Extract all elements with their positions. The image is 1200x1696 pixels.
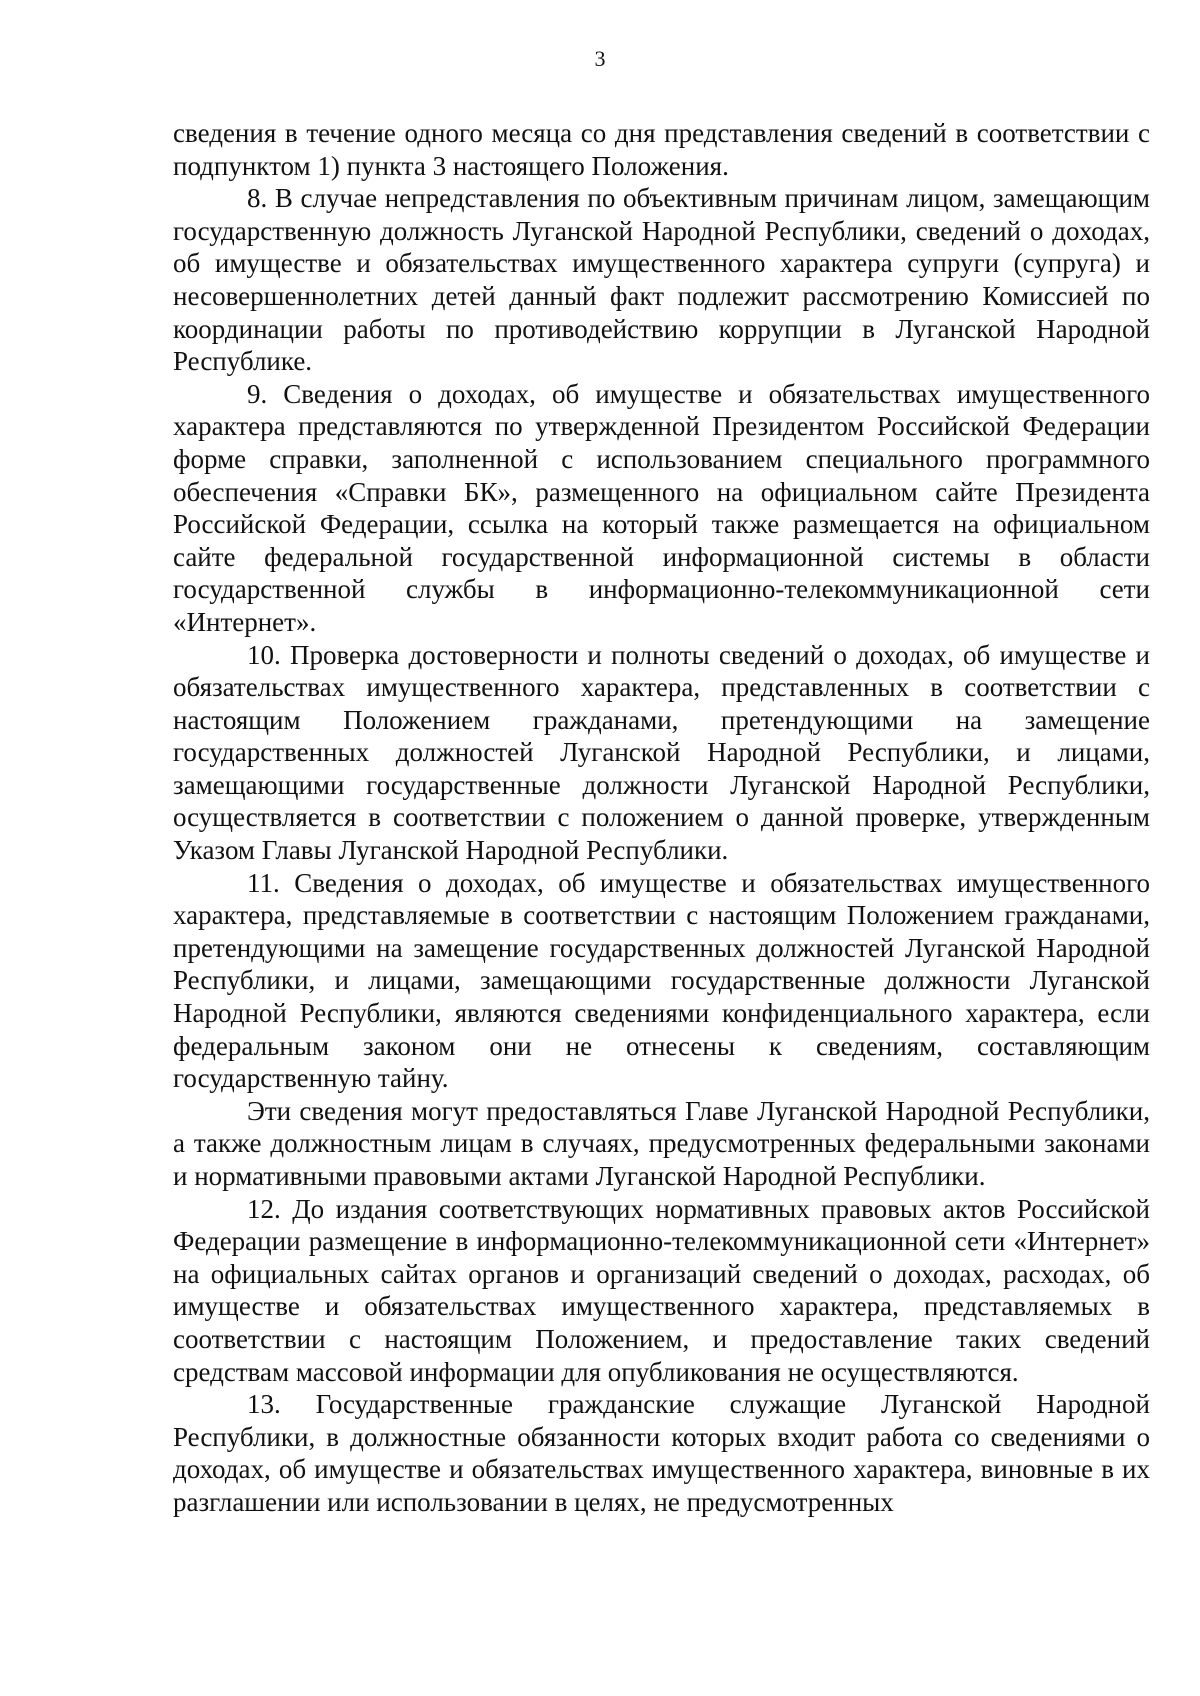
paragraph-item-11-continued: Эти сведения могут предоставляться Главе Луганской Народной Республики, а также должностным лицам в случаях, предусмотренных федеральными законами и нормативными правовыми актами Луганской Народной Республики.	[173, 1095, 1150, 1191]
page-number: 3	[594, 46, 606, 71]
paragraph-item-11: 11. Сведения о доходах, об имуществе и обязательствах имущественного характера, представляемые в соответствии с настоящим Положением гражданами, претендующими на замещение государственных должностей Луганской Народной Республики, и лицами, замещающими государственные должности Луганской Народной Республики, являются сведениями конфиденциального характера, если федеральным законом они не отнесены к сведениям, составляющим государственную тайну.	[173, 867, 1150, 1094]
paragraph-item-10: 10. Проверка достоверности и полноты сведений о доходах, об имуществе и обязательствах имущественного характера, представленных в соответствии с настоящим Положением гражданами, претендующими на замещение государственных должностей Луганской Народной Республики, и лицами, замещающими государственные должности Луганской Народной Республики, осуществляется в соответствии с положением о данной проверке, утвержденным Указом Главы Луганской Народной Республики.	[173, 639, 1150, 866]
paragraph-item-12: 12. До издания соответствующих нормативных правовых актов Российской Федерации размещение в информационно-телекоммуникационной сети «Интернет» на официальных сайтах органов и организаций сведений о доходах, расходах, об имуществе и обязательствах имущественного характера, представляемых в соответствии с настоящим Положением, и предоставление таких сведений средствам массовой информации для опубликования не осуществляются.	[173, 1193, 1150, 1387]
paragraph-item-13: 13. Государственные гражданские служащие Луганской Народной Республики, в должностные обязанности которых входит работа со сведениями о доходах, об имуществе и обязательствах имущественного характера, виновные в их разглашении или использовании в целях, не предусмотренных	[173, 1389, 1150, 1517]
paragraph-item-8: 8. В случае непредставления по объективным причинам лицом, замещающим государственную должность Луганской Народной Республики, сведений о доходах, об имуществе и обязательствах имущественного характера супруги (супруга) и несовершеннолетних детей данный факт подлежит рассмотрению Комиссией по координации работы по противодействию коррупции в Луганской Народной Республике.	[173, 183, 1150, 377]
paragraph-item-9: 9. Сведения о доходах, об имуществе и обязательствах имущественного характера представляются по утвержденной Президентом Российской Федерации форме справки, заполненной с использованием специального программного обеспечения «Справки БК», размещенного на официальном сайте Президента Российской Федерации, ссылка на который также размещается на официальном сайте федеральной государственной информационной системы в области государственной службы в информационно-телекоммуникационной сети «Интернет».	[173, 378, 1150, 637]
paragraph-continuation: сведения в течение одного месяца со дня представления сведений в соответствии с подпунктом 1) пункта 3 настоящего Положения.	[173, 118, 1150, 181]
document-body	[173, 117, 1150, 1519]
